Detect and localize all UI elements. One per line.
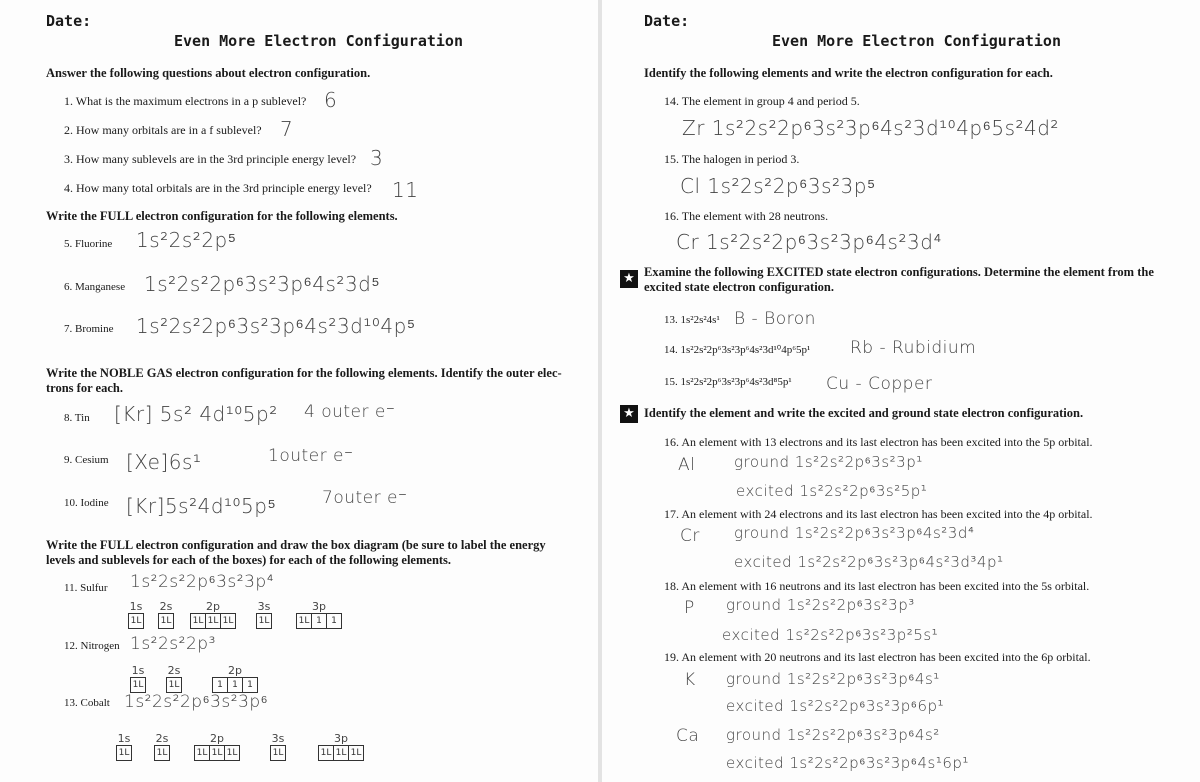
handwritten-answer: 1s²2s²2p⁶3s²3p⁴: [130, 572, 274, 592]
question-label: 5. Fluorine: [64, 238, 113, 250]
orbital-box: 1L: [130, 616, 142, 626]
section-instructions: Identify the element and write the excited and ground state electron configuration.: [644, 406, 1084, 420]
orbital-box: 1L: [160, 616, 172, 626]
handwritten-excited-state: excited 1s²2s²2p⁶3s²3p⁶6p¹: [726, 697, 945, 715]
handwritten-answer: Cr 1s²2s²2p⁶3s²3p⁶4s²3d⁴: [676, 230, 942, 254]
orbital-sublevel-label: 2s: [159, 600, 173, 613]
orbital-box: 1: [312, 614, 327, 628]
orbital-group-2p: [212, 664, 258, 693]
orbital-box-row: [296, 613, 342, 629]
handwritten-answer: [Kr]5s²4d¹⁰5p⁵: [126, 494, 277, 518]
orbital-group-1s: [128, 600, 144, 629]
orbital-box-row: [154, 745, 170, 761]
handwritten-answer: 1s²2s²2p⁵: [136, 228, 237, 252]
orbital-box: 1: [331, 616, 337, 626]
handwritten-excited-state: excited 1s²2s²2p⁶3s²3p²5s¹: [722, 626, 939, 644]
star-icon: ★: [620, 405, 638, 423]
handwritten-answer: 7: [280, 117, 294, 141]
question-label: 11. Sulfur: [64, 582, 108, 594]
handwritten-excited-state: excited 1s²2s²2p⁶3s²3p⁶4s²3d³4p¹: [734, 553, 1004, 571]
handwritten-answer: 1s²2s²2p⁶3s²3p⁶4s²3d⁵: [144, 272, 381, 296]
orbital-sublevel-label: 2p: [206, 600, 220, 613]
orbital-box: 1L: [156, 748, 168, 758]
question-text: 14. The element in group 4 and period 5.: [664, 94, 860, 108]
orbital-box: 1L: [297, 614, 312, 628]
handwritten-answer: Cl 1s²2s²2p⁶3s²3p⁵: [680, 174, 876, 198]
handwritten-answer: 3: [370, 146, 384, 170]
question-label: 8. Tin: [64, 412, 90, 424]
orbital-box: 1L: [132, 680, 144, 690]
orbital-box: 1L: [210, 746, 225, 760]
question-label: 13. Cobalt: [64, 697, 110, 709]
orbital-box-row: [116, 745, 132, 761]
orbital-box: 1L: [319, 746, 334, 760]
orbital-box-row: [318, 745, 364, 761]
orbital-sublevel-label: 1s: [131, 664, 145, 677]
handwritten-element: Al: [678, 455, 696, 475]
orbital-box-row: [256, 613, 272, 629]
section-instructions: Write the FULL electron configuration and draw the box diagram (be sure to label the energy: [46, 538, 546, 552]
orbital-box: 1L: [168, 680, 180, 690]
orbital-box-row: [270, 745, 286, 761]
question-text: 16. The element with 28 neutrons.: [664, 209, 829, 223]
date-label: Date:: [644, 12, 690, 30]
handwritten-answer: Rb - Rubidium: [850, 338, 977, 358]
worksheet-page-left: [0, 0, 598, 782]
orbital-group-2s: [166, 664, 182, 693]
orbital-group-3s: [270, 732, 286, 761]
worksheet-title: Even More Electron Configuration: [174, 32, 463, 50]
orbital-group-2s: [154, 732, 170, 761]
orbital-box-row: [190, 613, 236, 629]
handwritten-answer: 1s²2s²2p³: [130, 634, 216, 654]
handwritten-outer-electrons: 1outer e⁻: [268, 446, 354, 466]
orbital-box: 1L: [272, 748, 284, 758]
question-text: 14. 1s²2s²2p⁶3s²3p⁶4s²3d¹⁰4p⁶5p¹: [664, 344, 811, 356]
orbital-box: 1L: [226, 748, 238, 758]
section-instructions: Write the NOBLE GAS electron configuration for the following elements. Identify the outer elec-: [46, 366, 562, 380]
question-label: 12. Nitrogen: [64, 640, 120, 652]
handwritten-answer: 11: [392, 178, 419, 202]
orbital-box: 1: [228, 678, 243, 692]
question-label: 7. Bromine: [64, 323, 114, 335]
handwritten-answer: B - Boron: [734, 309, 816, 329]
date-label: Date:: [46, 12, 92, 30]
orbital-box: 1L: [350, 748, 362, 758]
handwritten-answer: 6: [324, 88, 338, 112]
section-instructions: Write the FULL electron configuration for the following elements.: [46, 209, 398, 223]
handwritten-answer: 1s²2s²2p⁶3s²3p⁶4s²3d¹⁰4p⁵: [136, 314, 416, 338]
worksheet-title: Even More Electron Configuration: [772, 32, 1061, 50]
orbital-box-row: [158, 613, 174, 629]
orbital-group-3s: [256, 600, 272, 629]
orbital-sublevel-label: 2s: [155, 732, 169, 745]
orbital-group-3p: [296, 600, 342, 629]
handwritten-answer: [Xe]6s¹: [126, 450, 202, 474]
question-text: 19. An element with 20 neutrons and its last electron has been excited into the 6p orbital.: [664, 650, 1091, 664]
orbital-sublevel-label: 3s: [257, 600, 271, 613]
section-instructions: Identify the following elements and write the electron configuration for each.: [644, 66, 1053, 80]
orbital-box: 1: [213, 678, 228, 692]
orbital-box: 1L: [334, 746, 349, 760]
question-text: 4. How many total orbitals are in the 3rd principle energy level?: [64, 181, 372, 195]
question-text: 18. An element with 16 neutrons and its last electron has been excited into the 5s orbital.: [664, 579, 1090, 593]
handwritten-ground-state: ground 1s²2s²2p⁶3s²3p¹: [734, 453, 923, 471]
question-text: 13. 1s²2s²4s¹: [664, 314, 720, 326]
orbital-box-row: [166, 677, 182, 693]
question-label: 9. Cesium: [64, 454, 109, 466]
section-instructions: levels and sublevels for each of the boxes) for each of the following elements.: [46, 553, 452, 567]
star-icon: ★: [620, 270, 638, 288]
question-text: 17. An element with 24 electrons and its last electron has been excited into the 4p orbital.: [664, 507, 1093, 521]
handwritten-answer: Zr 1s²2s²2p⁶3s²3p⁶4s²3d¹⁰4p⁶5s²4d²: [682, 116, 1059, 140]
question-text: 2. How many orbitals are in a f sublevel?: [64, 123, 262, 137]
orbital-sublevel-label: 3p: [334, 732, 348, 745]
orbital-box-row: [128, 613, 144, 629]
orbital-box-row: [130, 677, 146, 693]
handwritten-element: P: [684, 598, 695, 618]
orbital-box: 1L: [222, 616, 234, 626]
question-text: 1. What is the maximum electrons in a p sublevel?: [64, 94, 307, 108]
question-label: 10. Iodine: [64, 497, 109, 509]
section-instructions: trons for each.: [46, 381, 123, 395]
orbital-group-3p: [318, 732, 364, 761]
orbital-sublevel-label: 2p: [210, 732, 224, 745]
orbital-group-1s: [116, 732, 132, 761]
section-instructions: Answer the following questions about electron configuration.: [46, 66, 371, 80]
handwritten-answer: [Kr] 5s² 4d¹⁰5p²: [114, 402, 278, 426]
worksheet-page-right: [602, 0, 1200, 782]
orbital-sublevel-label: 3s: [271, 732, 285, 745]
section-instructions: excited state electron configuration.: [644, 280, 834, 294]
orbital-group-1s: [130, 664, 146, 693]
handwritten-element: Ca: [676, 726, 700, 746]
section-instructions: Examine the following EXCITED state electron configurations. Determine the element from the: [644, 265, 1154, 279]
handwritten-ground-state: ground 1s²2s²2p⁶3s²3p⁶4s²: [726, 726, 940, 744]
orbital-group-2s: [158, 600, 174, 629]
question-text: 16. An element with 13 electrons and its last electron has been excited into the 5p orbital.: [664, 435, 1093, 449]
handwritten-element: Cr: [680, 526, 700, 546]
handwritten-excited-state: excited 1s²2s²2p⁶3s²3p⁶4s¹6p¹: [726, 754, 969, 772]
handwritten-element: K: [684, 670, 696, 690]
orbital-box: 1L: [195, 746, 210, 760]
orbital-sublevel-label: 1s: [129, 600, 143, 613]
orbital-sublevel-label: 1s: [117, 732, 131, 745]
handwritten-answer: Cu - Copper: [826, 374, 933, 394]
orbital-group-2p: [190, 600, 236, 629]
handwritten-outer-electrons: 4 outer e⁻: [304, 402, 396, 422]
orbital-group-2p: [194, 732, 240, 761]
orbital-box: 1L: [258, 616, 270, 626]
handwritten-ground-state: ground 1s²2s²2p⁶3s²3p³: [726, 596, 915, 614]
orbital-box: 1L: [206, 614, 221, 628]
orbital-box: 1L: [118, 748, 130, 758]
orbital-box-row: [212, 677, 258, 693]
orbital-sublevel-label: 3p: [312, 600, 326, 613]
orbital-box-row: [194, 745, 240, 761]
orbital-box: 1: [247, 680, 253, 690]
handwritten-answer: 1s²2s²2p⁶3s²3p⁶: [124, 692, 269, 712]
orbital-box: 1L: [191, 614, 206, 628]
handwritten-ground-state: ground 1s²2s²2p⁶3s²3p⁶4s²3d⁴: [734, 524, 975, 542]
orbital-sublevel-label: 2p: [228, 664, 242, 677]
question-label: 6. Manganese: [64, 281, 126, 293]
question-text: 3. How many sublevels are in the 3rd principle energy level?: [64, 152, 357, 166]
handwritten-excited-state: excited 1s²2s²2p⁶3s²5p¹: [736, 482, 928, 500]
question-text: 15. The halogen in period 3.: [664, 152, 800, 166]
handwritten-ground-state: ground 1s²2s²2p⁶3s²3p⁶4s¹: [726, 670, 940, 688]
question-text: 15. 1s²2s²2p⁶3s²3p⁶4s²3d⁸5p¹: [664, 376, 792, 388]
orbital-sublevel-label: 2s: [167, 664, 181, 677]
handwritten-outer-electrons: 7outer e⁻: [322, 488, 408, 508]
